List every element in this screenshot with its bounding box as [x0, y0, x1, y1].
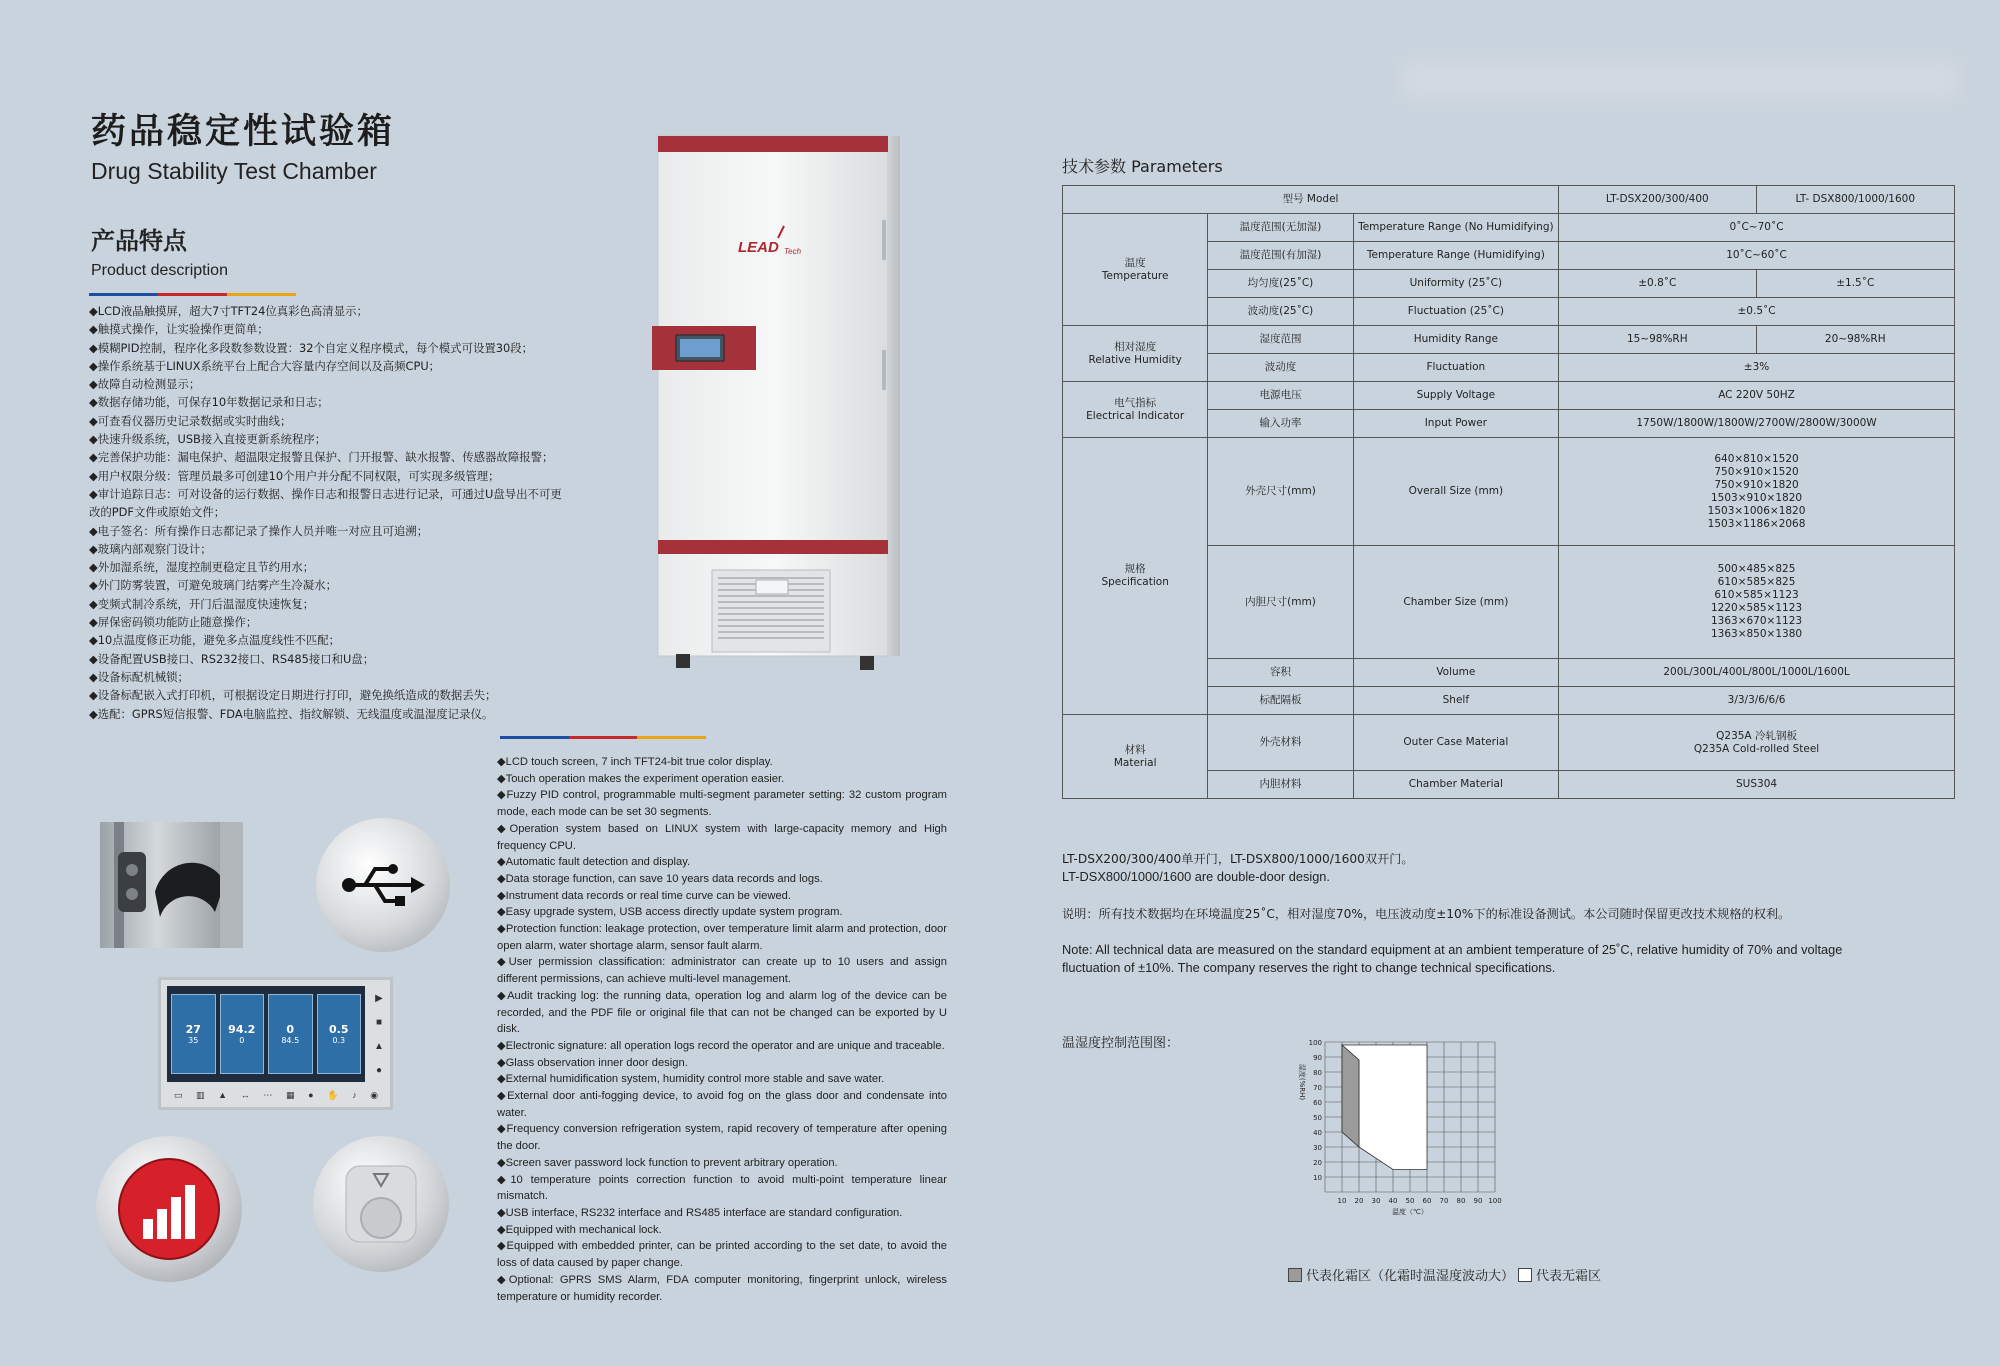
x-tick-label: 10: [1337, 1197, 1347, 1205]
row-label-cn: 容积: [1208, 659, 1353, 687]
touch-screen-image: [158, 977, 393, 1110]
row-value: ±3%: [1559, 354, 1955, 382]
y-tick-label: 70: [1313, 1084, 1322, 1092]
door-note: [1062, 850, 1942, 886]
tricolor-divider-en: [500, 736, 706, 739]
feature-item-cn: ◆审计追踪日志：可对设备的运行数据、操作日志和报警日志进行记录，可通过U盘导出不可更改的PDF文件或原始文件；: [89, 486, 562, 520]
divider-red: [569, 736, 638, 739]
size-value: 1503×910×1820: [1710, 491, 1803, 504]
row-label-cn: 标配隔板: [1208, 687, 1353, 715]
parameters-table: [1062, 185, 1955, 799]
table-row: [1063, 186, 1955, 214]
table-row: [1063, 214, 1955, 242]
screen-tile-value: 94.2: [228, 1023, 256, 1036]
table-row: [1063, 382, 1955, 410]
row-label-cn: 均匀度(25˚C): [1208, 270, 1353, 298]
row-value: 0˚C~70˚C: [1559, 214, 1955, 242]
door-note-en: LT-DSX800/1000/1600 are double-door design.: [1062, 869, 1330, 884]
hand-icon: ✋: [327, 1089, 339, 1100]
row-label-en: Input Power: [1353, 410, 1558, 438]
arrows-icon: ↔: [240, 1090, 250, 1100]
chart-icon: ▥: [195, 1089, 205, 1100]
screen-tile: [268, 994, 313, 1074]
row-label-en: Chamber Size (mm): [1353, 546, 1558, 659]
chamber-size-values: [1559, 546, 1955, 659]
row-value: AC 220V 50HZ: [1559, 382, 1955, 410]
feature-item-en: ◆Frequency conversion refrigeration system, rapid recovery of temperature after opening the door.: [497, 1123, 947, 1153]
range-chart: [1290, 1030, 1530, 1260]
screen-tile-sub: 0.3: [332, 1036, 346, 1045]
row-label-en: Outer Case Material: [1353, 715, 1558, 771]
group-material: [1063, 715, 1208, 799]
divider-yellow: [227, 293, 296, 296]
feature-item-en: ◆Glass observation inner door design.: [497, 1056, 688, 1069]
frost-area-top: [1342, 1045, 1359, 1147]
play-icon: ▶: [375, 992, 383, 1004]
overall-size-values: [1559, 438, 1955, 546]
feature-item-cn: ◆可查看仪器历史记录数据或实时曲线；: [89, 413, 292, 428]
row-value-b: ±1.5˚C: [1756, 270, 1954, 298]
x-tick-label: 100: [1488, 1197, 1502, 1205]
x-tick-label: 90: [1473, 1197, 1483, 1205]
door-lock-photo: [100, 822, 243, 948]
row-value: 200L/300L/400L/800L/1000L/1600L: [1559, 659, 1955, 687]
warning-icon: ▲: [218, 1090, 228, 1100]
background-highlight: [1400, 60, 1960, 100]
row-label-en: Supply Voltage: [1353, 382, 1558, 410]
row-label-en: Humidity Range: [1353, 326, 1558, 354]
row-value: 10˚C~60˚C: [1559, 242, 1955, 270]
monitor-icon: ▭: [173, 1089, 183, 1100]
table-row: [1063, 715, 1955, 771]
power-icon: ◉: [370, 1089, 379, 1100]
feature-item-en: ◆Equipped with embedded printer, can be printed according to the set date, to avoid the loss of data caused by paper change.: [497, 1240, 947, 1270]
note-en-line: fluctuation of ±10%. The company reserves the right to change technical specifications.: [1062, 960, 1556, 975]
feature-item-en: ◆Easy upgrade system, USB access directly update system program.: [497, 906, 843, 919]
row-label-cn: 内胆尺寸(mm): [1208, 546, 1353, 659]
feature-item-en: ◆Operation system based on LINUX system with large-capacity memory and High frequency CPU.: [497, 822, 947, 852]
parameters-title: 技术参数 Parameters: [1062, 157, 1223, 176]
group-label-cn: 材料: [1124, 743, 1146, 756]
row-value: 1750W/1800W/1800W/2700W/2800W/3000W: [1559, 410, 1955, 438]
features-list-en: [497, 754, 947, 1305]
screen-tile: [317, 994, 362, 1074]
size-value: 610×585×1123: [1714, 589, 1799, 601]
grid-icon: ▦: [285, 1089, 295, 1100]
feature-item-cn: ◆外门防雾装置，可避免玻璃门结雾产生冷凝水；: [89, 578, 337, 593]
row-value-b: 20~98%RH: [1756, 326, 1954, 354]
feature-item-en: ◆Data storage function, can save 10 years data records and logs.: [497, 872, 823, 885]
data-chart-icon: [96, 1136, 242, 1282]
group-label-cn: 电气指标: [1114, 396, 1157, 409]
screen-tile-sub: 35: [188, 1036, 199, 1045]
feature-item-cn: ◆10点温度修正功能，避免多点温度线性不匹配；: [89, 633, 341, 648]
feature-item-cn: ◆变频式制冷系统，开门后温湿度快速恢复；: [89, 596, 315, 611]
row-label-en: Uniformity (25˚C): [1353, 270, 1558, 298]
screen-tile: [171, 994, 216, 1074]
group-label-en: Specification: [1101, 576, 1169, 588]
features-heading-en: Product description: [91, 262, 228, 279]
feature-item-cn: ◆数据存储功能，可保存10年数据记录和日志；: [89, 395, 329, 410]
feature-item-cn: ◆操作系统基于LINUX系统平台上配合大容量内存空间以及高频CPU；: [89, 358, 441, 373]
page-title-cn: 药品稳定性试验箱: [91, 112, 396, 152]
feature-item-cn: ◆故障自动检测显示；: [89, 377, 201, 392]
row-label-en: Volume: [1353, 659, 1558, 687]
feature-item-en: ◆Audit tracking log: the running data, operation log and alarm log of the device can be recorded, and the PDF file or original file that can not be changed can be exported by U disk.: [497, 989, 947, 1036]
y-tick-label: 30: [1313, 1144, 1322, 1152]
table-row: [1063, 326, 1955, 354]
x-tick-label: 70: [1439, 1197, 1449, 1205]
group-label-cn: 相对湿度: [1114, 340, 1157, 353]
feature-item-cn: ◆触摸式操作，让实验操作更简单；: [89, 322, 269, 337]
feature-item-cn: ◆设备标配机械锁；: [89, 669, 189, 684]
divider-red: [158, 293, 227, 296]
size-value: 1363×670×1123: [1710, 615, 1803, 627]
table-row: [1063, 438, 1955, 546]
feature-item-cn: ◆屏保密码锁功能防止随意操作；: [89, 615, 258, 630]
screen-tile: [220, 994, 265, 1074]
size-value: 1503×1186×2068: [1707, 517, 1806, 530]
y-tick-label: 80: [1313, 1069, 1322, 1077]
feature-item-en: ◆Instrument data records or real time curve can be viewed.: [497, 889, 792, 902]
size-value: 1503×1006×1820: [1707, 504, 1806, 517]
note-cn: 说明：所有技术数据均在环境温度25˚C，相对湿度70%，电压波动度±10%下的标准设备测试。本公司随时保留更改技术规格的权利。: [1062, 907, 1791, 921]
row-value-a: 15~98%RH: [1559, 326, 1756, 354]
feature-item-en: ◆Electronic signature: all operation logs record the operator and are unique and traceable.: [497, 1039, 945, 1052]
row-label-cn: 外壳尺寸(mm): [1208, 438, 1353, 546]
row-label-cn: 电源电压: [1208, 382, 1353, 410]
feature-item-cn: ◆设备配置USB接口、RS232接口、RS485接口和U盘；: [89, 651, 375, 666]
feature-item-en: ◆LCD touch screen, 7 inch TFT24-bit true color display.: [497, 756, 773, 768]
door-note-cn: LT-DSX200/300/400单开门，LT-DSX800/1000/1600双开门。: [1062, 852, 1414, 866]
brand-logo-sub: Tech: [784, 247, 802, 256]
size-value: 750×910×1520: [1714, 465, 1799, 478]
y-tick-label: 90: [1313, 1054, 1322, 1062]
x-tick-label: 20: [1354, 1197, 1364, 1205]
row-label-cn: 湿度范围: [1208, 326, 1353, 354]
screen-display: [167, 986, 365, 1082]
x-tick-label: 60: [1422, 1197, 1432, 1205]
feature-item-cn: ◆完善保护功能：漏电保护、超温限定报警且保护、门开报警、缺水报警、传感器故障报警；: [89, 450, 554, 465]
screen-tile-value: 0.5: [329, 1023, 349, 1036]
screen-tile-value: 27: [185, 1023, 201, 1036]
feature-item-cn: ◆外加湿系统，湿度控制更稳定且节约用水；: [89, 560, 315, 575]
y-tick-label: 100: [1308, 1039, 1322, 1047]
y-tick-label: 40: [1313, 1129, 1322, 1137]
legend-nofrost-swatch: [1518, 1268, 1532, 1282]
lock-icon: ■: [375, 1016, 383, 1028]
row-label-cn: 温度范围(有加湿): [1208, 242, 1353, 270]
size-value: 750×910×1820: [1714, 478, 1799, 491]
material-value-cn: Q235A 冷轧钢板: [1716, 729, 1797, 742]
row-label-cn: 外壳材料: [1208, 715, 1353, 771]
feature-item-en: ◆Screen saver password lock function to prevent arbitrary operation.: [497, 1156, 838, 1169]
group-temperature: [1063, 214, 1208, 326]
features-list-cn: [89, 302, 569, 723]
legend-frost-label: 代表化霜区（化霜时温湿度波动大）: [1306, 1269, 1515, 1284]
row-value: 3/3/3/6/6/6: [1559, 687, 1955, 715]
feature-item-en: ◆10 temperature points correction function to avoid multi-point temperature linear mismatch.: [497, 1173, 947, 1203]
feature-item-cn: ◆用户权限分级：管理员最多可创建10个用户并分配不同权限，可实现多级管理；: [89, 468, 500, 483]
group-specification: [1063, 438, 1208, 715]
row-label-en: Overall Size (mm): [1353, 438, 1558, 546]
divider-blue: [89, 293, 158, 296]
row-label-en: Temperature Range (No Humidifying): [1353, 214, 1558, 242]
group-humidity: [1063, 326, 1208, 382]
sound-icon: ♪: [352, 1090, 357, 1100]
feature-item-cn: ◆选配：GPRS短信报警、FDA电脑监控、指纹解锁、无线温度或温湿度记录仪。: [89, 706, 494, 721]
screen-tile-sub: 84.5: [281, 1036, 300, 1045]
feature-item-cn: ◆LCD液晶触摸屏，超大7寸TFT24位真彩色高清显示；: [89, 304, 368, 318]
feature-item-cn: ◆快速升级系统，USB接入直接更新系统程序；: [89, 432, 327, 447]
size-value: 610×585×825: [1717, 576, 1796, 588]
screen-tile-sub: 0: [239, 1036, 245, 1045]
y-tick-label: 20: [1313, 1159, 1322, 1167]
usb-icon: [316, 818, 450, 952]
row-value-a: ±0.8˚C: [1559, 270, 1756, 298]
chamber-product-image: [652, 130, 912, 680]
user-icon: ●: [308, 1090, 314, 1100]
size-value: 640×810×1520: [1714, 452, 1799, 465]
group-label-cn: 温度: [1124, 256, 1146, 269]
settings-icon: ●: [375, 1064, 383, 1076]
feature-item-cn: ◆玻璃内部观察门设计；: [89, 541, 212, 556]
brand-logo: LEAD: [738, 239, 779, 256]
row-label-en: Shelf: [1353, 687, 1558, 715]
note-en-line: Note: All technical data are measured on the standard equipment at an ambient temperature of 25˚C, relative humidity of 70% and voltage: [1062, 942, 1843, 957]
size-value: 1363×850×1380: [1710, 628, 1803, 640]
y-tick-label: 50: [1313, 1114, 1322, 1122]
range-legend: [1288, 1265, 1601, 1284]
feature-item-en: ◆Equipped with mechanical lock.: [497, 1223, 662, 1236]
feature-item-en: ◆Automatic fault detection and display.: [497, 856, 691, 869]
row-label-en: Temperature Range (Humidifying): [1353, 242, 1558, 270]
group-label-en: Material: [1113, 756, 1157, 769]
group-electrical: [1063, 382, 1208, 438]
model-b: LT- DSX800/1000/1600: [1756, 186, 1954, 214]
feature-item-cn: ◆设备标配嵌入式打印机，可根据设定日期进行打印，避免换纸造成的数据丢失；: [89, 688, 497, 703]
legend-frost-swatch: [1288, 1268, 1302, 1282]
feature-item-en: ◆USB interface, RS232 interface and RS485 interface are standard configuration.: [497, 1206, 903, 1219]
note-en: [1062, 941, 1942, 977]
row-value: SUS304: [1559, 771, 1955, 799]
feature-item-en: ◆Fuzzy PID control, programmable multi-segment parameter setting: 32 custom program mode, each mode can be set 30 segments.: [497, 789, 947, 819]
alarm-icon: ▲: [374, 1040, 384, 1052]
size-value: 1220×585×1123: [1710, 602, 1803, 614]
model-label: 型号 Model: [1063, 186, 1559, 214]
screen-tile-value: 0: [286, 1023, 295, 1036]
more-icon: ⋯: [263, 1089, 273, 1100]
feature-item-cn: ◆电子签名：所有操作日志都记录了操作人员并唯一对应且可追溯；: [89, 523, 429, 538]
x-axis-label: 温度（℃）: [1392, 1208, 1428, 1216]
y-axis-label: 湿度(%RH): [1298, 1063, 1306, 1101]
range-chart-title: 温湿度控制范围图：: [1062, 1036, 1180, 1051]
divider-yellow: [637, 736, 706, 739]
x-tick-label: 30: [1371, 1197, 1381, 1205]
group-label-cn: 规格: [1124, 563, 1146, 575]
y-tick-label: 60: [1313, 1099, 1322, 1107]
feature-item-en: ◆Optional: GPRS SMS Alarm, FDA computer monitoring, fingerprint unlock, wireless temperature or humidity recorder.: [497, 1273, 947, 1303]
x-tick-label: 50: [1405, 1197, 1415, 1205]
page-title-en: Drug Stability Test Chamber: [91, 158, 377, 184]
feature-item-en: ◆External humidification system, humidity control more stable and save water.: [497, 1073, 885, 1086]
features-heading-cn: 产品特点: [91, 227, 187, 255]
feature-item-en: ◆User permission classification: administrator can create up to 10 users and assign different permissions, can achieve multi-level management.: [497, 956, 947, 986]
y-tick-label: 10: [1313, 1174, 1322, 1182]
row-label-cn: 内胆材料: [1208, 771, 1353, 799]
feature-item-en: ◆External door anti-fogging device, to avoid fog on the glass door and condensate into water.: [497, 1090, 947, 1119]
outer-material-values: [1559, 715, 1955, 771]
row-label-cn: 波动度(25˚C): [1208, 298, 1353, 326]
group-label-en: Temperature: [1101, 269, 1169, 282]
feature-item-en: ◆Touch operation makes the experiment operation easier.: [497, 772, 785, 785]
legend-nofrost-label: 代表无霜区: [1536, 1269, 1602, 1284]
row-label-cn: 温度范围(无加湿): [1208, 214, 1353, 242]
group-label-en: Relative Humidity: [1088, 353, 1182, 366]
divider-blue: [500, 736, 569, 739]
row-label-cn: 波动度: [1208, 354, 1353, 382]
row-label-en: Fluctuation (25˚C): [1353, 298, 1558, 326]
screen-toolbar: [167, 1086, 385, 1104]
x-tick-label: 40: [1388, 1197, 1398, 1205]
row-label-en: Fluctuation: [1353, 354, 1558, 382]
tricolor-divider: [89, 293, 296, 296]
x-tick-label: 80: [1456, 1197, 1466, 1205]
row-label-cn: 输入功率: [1208, 410, 1353, 438]
feature-item-cn: ◆模糊PID控制，程序化多段数参数设置：32个自定义程序模式，每个模式可设置30段；: [89, 340, 534, 355]
material-value-en: Q235A Cold-rolled Steel: [1693, 742, 1820, 755]
password-lock-icon: [313, 1136, 449, 1272]
row-value: ±0.5˚C: [1559, 298, 1955, 326]
row-label-en: Chamber Material: [1353, 771, 1558, 799]
model-a: LT-DSX200/300/400: [1559, 186, 1756, 214]
group-label-en: Electrical Indicator: [1086, 409, 1185, 422]
feature-item-en: ◆Protection function: leakage protection, over temperature limit alarm and protection, door open alarm, water shortage alarm, sensor fault alarm.: [497, 923, 947, 952]
size-value: 500×485×825: [1717, 563, 1796, 575]
